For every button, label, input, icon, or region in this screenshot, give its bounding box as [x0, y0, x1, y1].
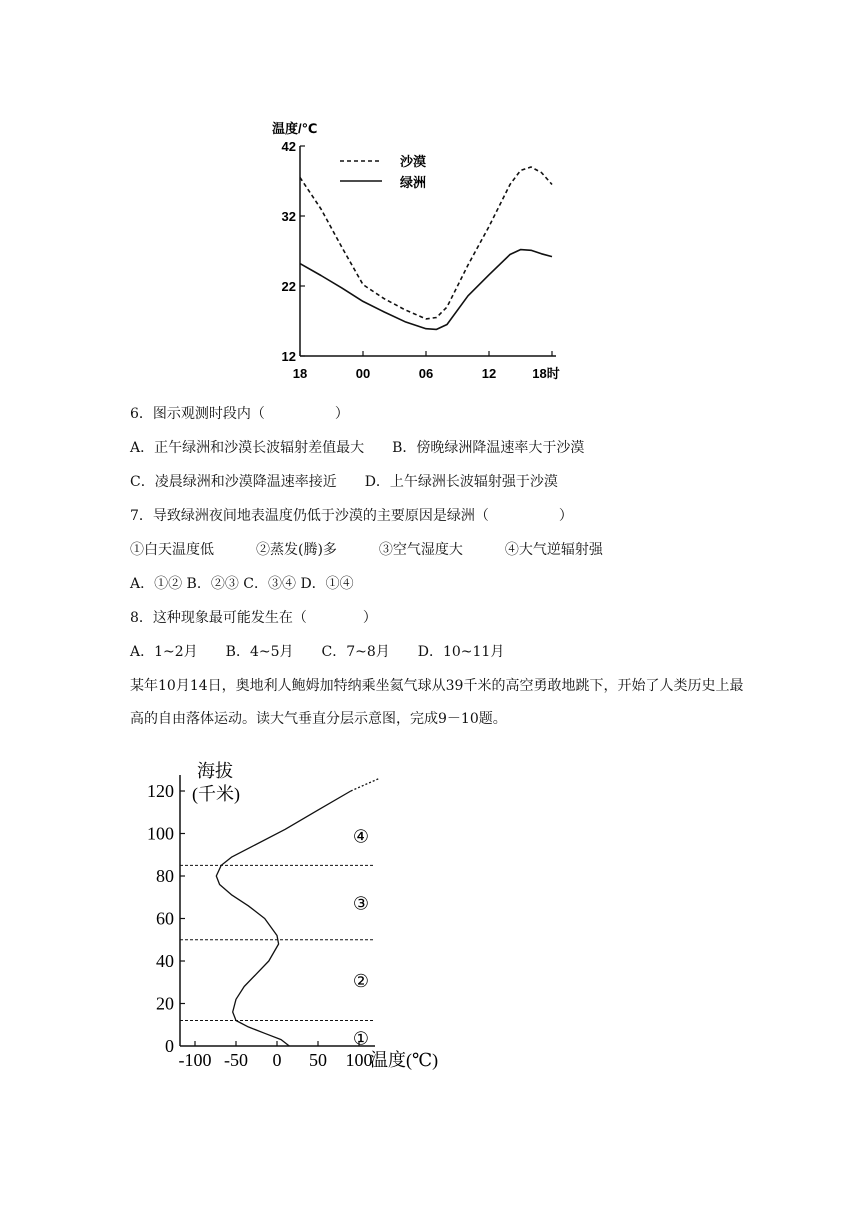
chart2-x-tick-label: -50	[224, 1050, 248, 1070]
question-7-options: A．①② B．②③ C．③④ D．①④	[130, 576, 354, 592]
chart1-x-tick-label: 00	[355, 366, 371, 381]
temperature-profile-line	[216, 791, 350, 1046]
chart2-xlabel: 温度(℃)	[370, 1050, 439, 1070]
chart2-y-tick-label: 0	[165, 1036, 174, 1056]
chart2-x-tick-label: 0	[272, 1050, 282, 1070]
chart1-x-tick-label: 12	[481, 366, 497, 381]
chart2-x-tick-label: 50	[309, 1050, 327, 1070]
layer-label-3: ③	[352, 893, 370, 914]
chart1-x-tick-label: 18时	[532, 366, 560, 381]
chart2-y-tick-label: 60	[156, 908, 174, 929]
chart2-x-tick-label: 100	[345, 1050, 373, 1070]
chart1-y-tick-label: 12	[281, 349, 296, 364]
question-6-option-cd: C．凌晨绿洲和沙漠降温速率接近 D．上午绿洲长波辐射强于沙漠	[130, 474, 558, 490]
legend-desert-label: 沙漠	[400, 154, 427, 169]
intro-paragraph: 某年10月14日，奥地利人鲍姆加特纳乘坐氦气球从39千米的高空勇敢地跳下，开始了人类历史上最高的自由落体运动。读大气垂直分层示意图，完成9－10题。	[130, 678, 744, 727]
chart2-y-tick-label: 100	[147, 823, 174, 844]
chart1-x-tick-label: 06	[418, 366, 434, 381]
question-6-option-ab: A．正午绿洲和沙漠长波辐射差值最大 B．傍晚绿洲降温速率大于沙漠	[130, 440, 585, 456]
question-7-statements: ①白天温度低 ②蒸发(腾)多 ③空气湿度大 ④大气逆辐射强	[130, 542, 603, 558]
chart1-y-tick-label: 22	[281, 279, 296, 294]
layer-label-1: ①	[352, 1028, 370, 1049]
chart2-y-tick-label: 80	[156, 866, 174, 886]
layer-label-2: ②	[352, 971, 370, 992]
chart2-y-tick-label: 40	[156, 951, 174, 971]
chart1-ylabel: 温度/℃	[272, 121, 318, 136]
question-6-stem: 6．图示观测时段内（ ）	[130, 406, 349, 422]
chart2-y-tick-label: 20	[156, 993, 174, 1014]
layer-label-4: ④	[352, 826, 370, 847]
chart2-ylabel-line2: (千米)	[192, 784, 240, 804]
question-8-options: A．1~2月 B．4~5月 C．7~8月 D．10~11月	[130, 644, 505, 660]
question-7-stem: 7．导致绿洲夜间地表温度仍低于沙漠的主要原因是绿洲（ ）	[130, 508, 573, 524]
chart1-y-tick-label: 42	[281, 139, 296, 154]
chart2-x-tick-label: -100	[178, 1050, 212, 1070]
chart1-x-tick-label: 18	[292, 366, 308, 381]
temperature-profile-extension	[351, 778, 380, 791]
chart1-y-tick-label: 32	[281, 209, 296, 224]
chart2-y-tick-label: 120	[147, 781, 174, 801]
legend-oasis-label: 绿洲	[400, 175, 427, 190]
question-8-stem: 8．这种现象最可能发生在（ ）	[130, 610, 377, 626]
chart2-ylabel-line1: 海拔	[197, 761, 233, 781]
